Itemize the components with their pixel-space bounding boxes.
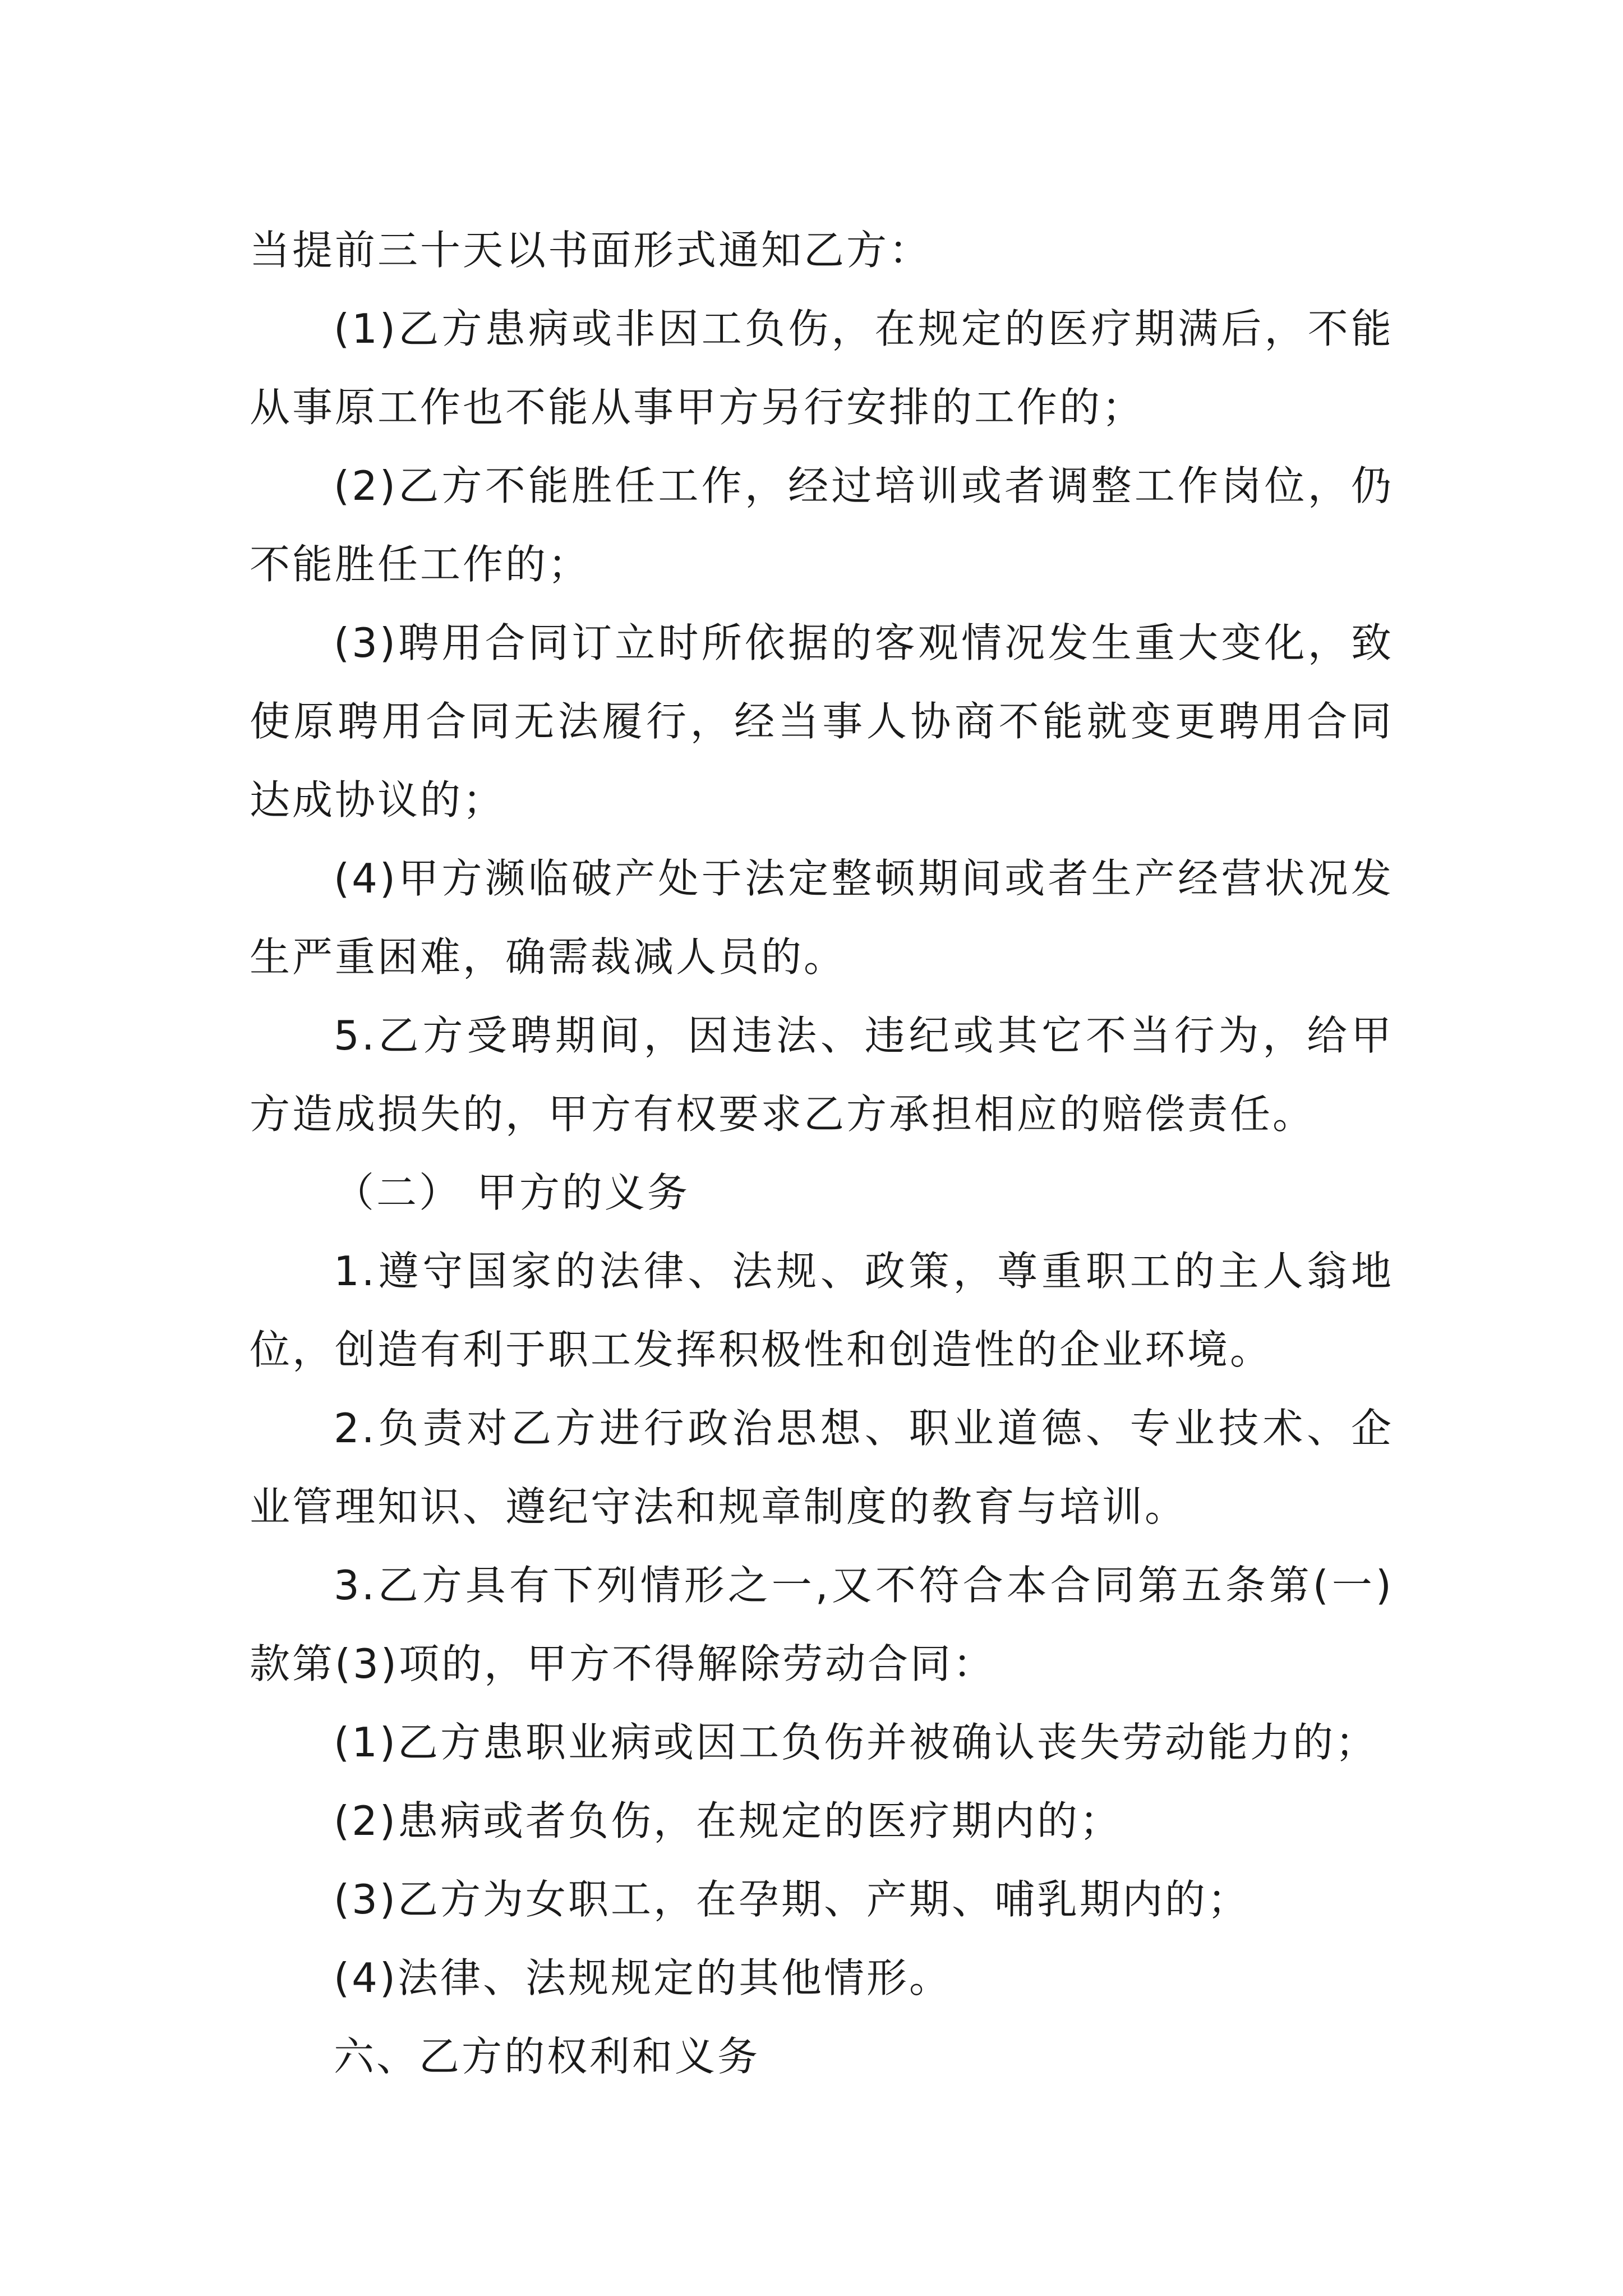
paragraph-sub-item-3: (3)乙方为女职工，在孕期、产期、哺乳期内的； [334, 1876, 1250, 1923]
paragraph-item-4: (4)甲方濒临破产处于法定整顿期间或者生产经营状况发生严重困难，确需裁减人员的。 [250, 855, 1394, 981]
paragraph-sub-item-2: (2)患病或者负伤，在规定的医疗期内的； [334, 1797, 1122, 1844]
paragraph-item-1: (1)乙方患病或非因工负伤，在规定的医疗期满后，不能从事原工作也不能从事甲方另行安排的工作的； [250, 305, 1394, 431]
paragraph-sub-item-4: (4)法律、法规规定的其他情形。 [334, 1954, 952, 2001]
paragraph-obligation-1: 1.遵守国家的法律、法规、政策，尊重职工的主人翁地位，创造有利于职工发挥积极性和创造性的企业环境。 [250, 1248, 1394, 1373]
section-heading-party-b-rights: 六、乙方的权利和义务 [334, 2033, 760, 2080]
paragraph-item-3: (3)聘用合同订立时所依据的客观情况发生重大变化，致使原聘用合同无法履行，经当事人协商不能就变更聘用合同达成协议的； [250, 619, 1394, 823]
document-body [250, 211, 1394, 2096]
paragraph-item-2: (2)乙方不能胜任工作，经过培训或者调整工作岗位，仍不能胜任工作的； [250, 462, 1394, 588]
paragraph-continuation: 当提前三十天以书面形式通知乙方： [250, 227, 932, 274]
paragraph-obligation-2: 2.负责对乙方进行政治思想、职业道德、专业技术、企业管理知识、遵纪守法和规章制度的教育与培训。 [250, 1405, 1394, 1530]
paragraph-sub-item-1: (1)乙方患职业病或因工负伤并被确认丧失劳动能力的； [334, 1719, 1378, 1766]
paragraph-obligation-3: 3.乙方具有下列情形之一,又不符合本合同第五条第(一)款第(3)项的，甲方不得解除劳动合同： [250, 1562, 1394, 1687]
paragraph-clause-5: 5.乙方受聘期间，因违法、违纪或其它不当行为，给甲方造成损失的，甲方有权要求乙方承担相应的赔偿责任。 [250, 1012, 1394, 1138]
section-heading-party-a-obligations: （二） 甲方的义务 [334, 1169, 690, 1216]
